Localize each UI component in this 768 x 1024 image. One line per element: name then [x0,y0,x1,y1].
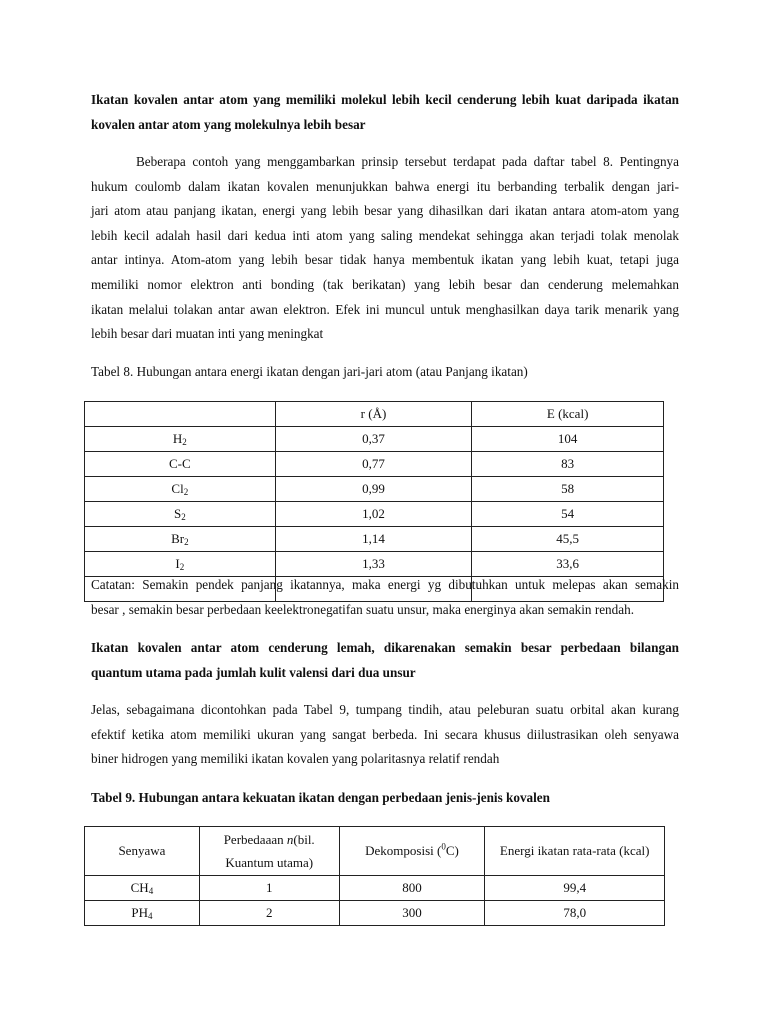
table-header-cell: Dekomposisi ($^0$C) [339,827,485,876]
table-header-cell: Energi ikatan rata-rata (kcal) [485,827,665,876]
table-cell: 78,0 [485,901,665,926]
table-cell: 0,99 [275,477,472,502]
table-cell: C-C [85,452,276,477]
table-cell: $Cl_2$ [85,477,276,502]
table-header-cell: Senyawa [85,827,200,876]
table-cell: 33,6 [472,552,664,577]
table-header-cell: r (Å) [275,402,472,427]
table-cell: 1,14 [275,527,472,552]
table-header-cell [85,402,276,427]
table-cell: 1,02 [275,502,472,527]
table-row [85,901,665,926]
paragraph-2: Jelas, sebagaimana dicontohkan pada Tabel 9, tumpang tindih, atau peleburan suatu orbital akan kurang efektif ketika atom memiliki ukuran yang sangat berbeda. Ini secara khusus diilustrasikan oleh senyawa biner hidrogen yang memiliki ikatan kovalen yang polaritasnya relatif rendah [91,702,679,767]
table-cell: 83 [472,452,664,477]
table-cell: 0,37 [275,427,472,452]
table-9 [84,826,665,926]
table-8 [84,401,664,602]
table-row [85,876,665,901]
table-cell: 45,5 [472,527,664,552]
table-cell: $H_2$ [85,427,276,452]
table-cell: 1 [199,876,339,901]
table-header-cell: Perbedaaan n(bil. Kuantum utama) [199,827,339,876]
paragraph-1: Beberapa contoh yang menggambarkan prinsip tersebut terdapat pada daftar tabel 8. Pentingnya hukum coulomb dalam ikatan kovalen menunjukkan bahwa energi itu berbanding terbalik dengan jari- jari atom atau panjang ikatan, energi yang lebih besar yang dihasilkan dari ikatan antara atom-atom yang lebih kecil adalah hasil dari kedua inti atom yang saling mendekat sehingga akan terjadi tolak menolak antar intinya. Atom-atom yang lebih besar tidak hanya membentuk ikatan yang lebih kuat, tetapi juga memiliki nomor elektron anti bonding (tak berikatan) yang lebih besar dan cenderung melemahkan ikatan melalui tolakan antar awan elektron. Efek ini muncul untuk menghasilkan daya tarik menarik yang lebih besar dari muatan inti yang meningkat [91,154,679,342]
table-cell: 0,77 [275,452,472,477]
table-cell: $Br_2$ [85,527,276,552]
table-cell: 1,33 [275,552,472,577]
table-8-caption: Tabel 8. Hubungan antara energi ikatan dengan jari-jari atom (atau Panjang ikatan) [91,364,528,379]
table-row [85,427,664,452]
table-cell: 104 [472,427,664,452]
section-heading-1: Ikatan kovalen antar atom yang memiliki molekul lebih kecil cenderung lebih kuat daripada ikatan kovalen antar atom yang molekulnya lebih besar [91,92,679,132]
table-row [85,527,664,552]
table-row [85,477,664,502]
table-cell: 300 [339,901,485,926]
table-cell: 2 [199,901,339,926]
table-cell: 54 [472,502,664,527]
table-row [85,402,664,427]
section-heading-2: Ikatan kovalen antar atom cenderung lemah, dikarenakan semakin besar perbedaan bilangan quantum utama pada jumlah kulit valensi dari dua unsur [91,640,679,680]
table-cell: $CH_4$ [85,876,200,901]
table-cell: 800 [339,876,485,901]
table-row [85,502,664,527]
table-row [85,827,665,876]
table-header-cell: E (kcal) [472,402,664,427]
table-cell: 58 [472,477,664,502]
table-cell: $PH_4$ [85,901,200,926]
table-cell: $S_2$ [85,502,276,527]
table-cell: 99,4 [485,876,665,901]
table-9-caption: Tabel 9. Hubungan antara kekuatan ikatan dengan perbedaan jenis-jenis kovalen [91,790,550,805]
table-row [85,452,664,477]
table-8-note: Catatan: Semakin pendek panjang ikatannya, maka energi yg dibutuhkan untuk melepas akan semakin besar , semakin besar perbedaan keelektronegatifan suatu unsur, maka energinya akan semakin rendah. [91,577,679,617]
table-cell: $I_2$ [85,552,276,577]
